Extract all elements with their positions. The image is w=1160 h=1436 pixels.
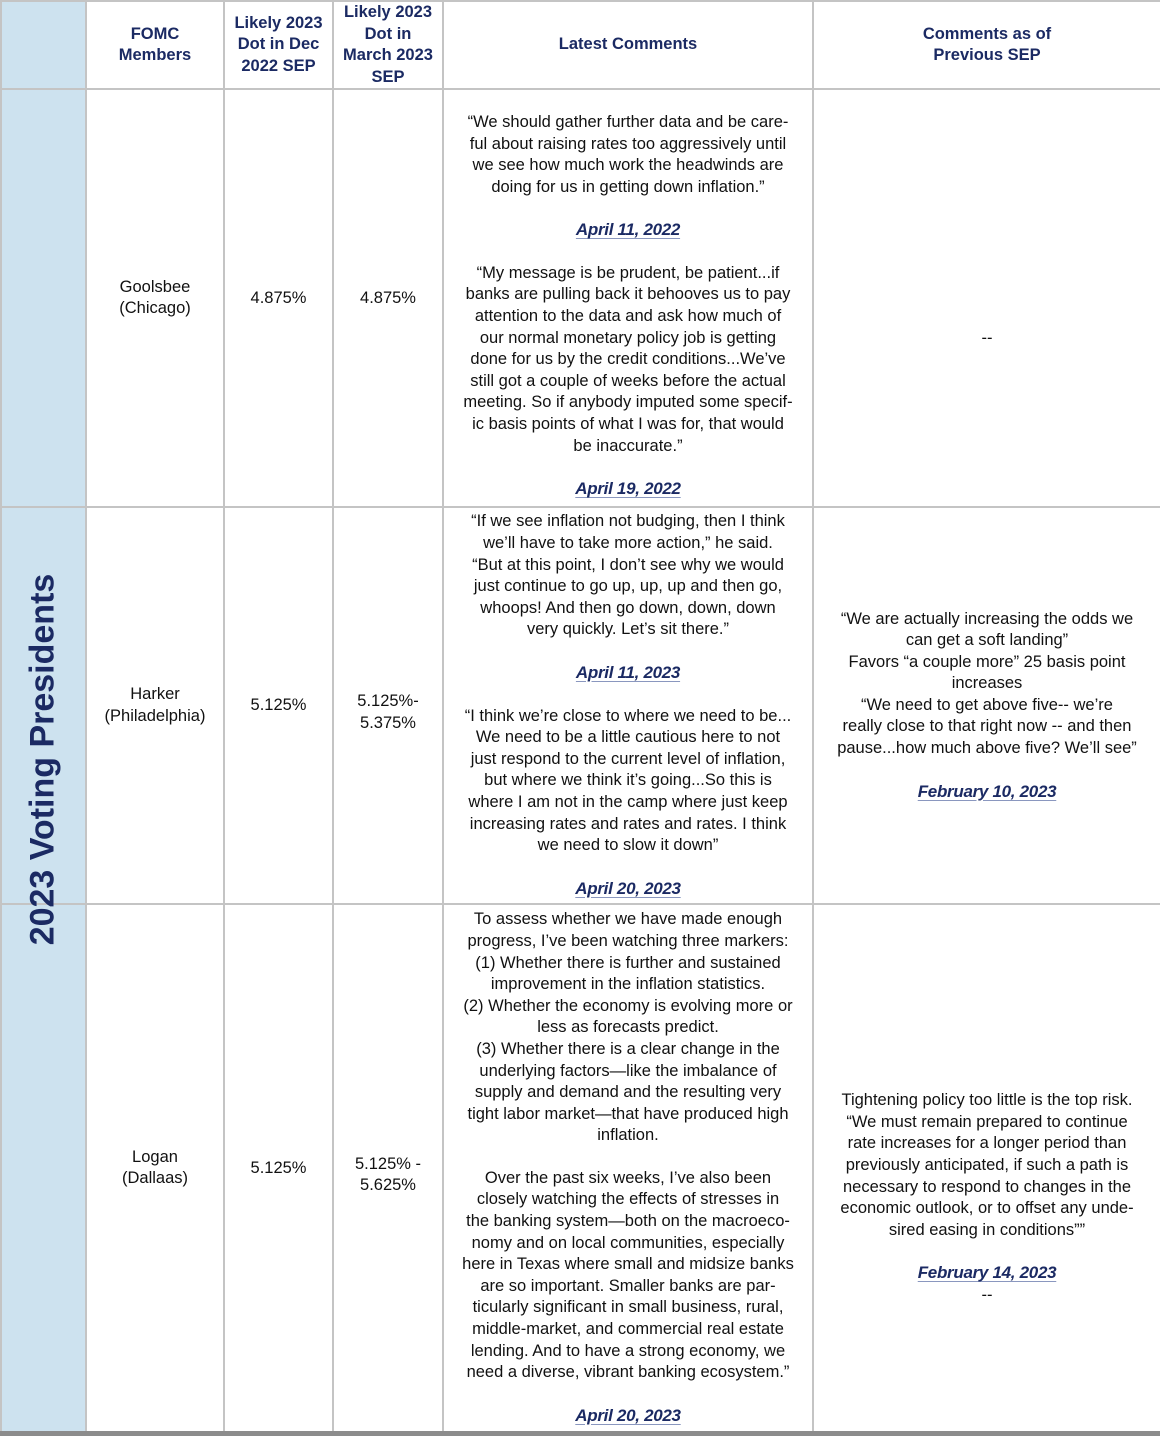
previous-comment-trailing: -- bbox=[981, 1285, 993, 1304]
comment-text: “I think we’re close to where we need to be... We need to be a little cautious here to not just respond to the current level of inflation, but where we think it’s going...So this is where I am not in the camp where just keep increasing rates and rates and rates. I think we need to slow it down” bbox=[464, 706, 792, 855]
table-row bbox=[1, 89, 1160, 507]
header-row bbox=[1, 1, 1160, 89]
previous-comment-date-link[interactable]: February 10, 2023 bbox=[917, 781, 1057, 801]
header-previous-comments: Comments as of Previous SEP bbox=[813, 1, 1160, 89]
latest-comments bbox=[443, 507, 813, 904]
table-row bbox=[1, 507, 1160, 904]
comment-text: “We should gather further data and be care- ful about raising rates too aggressively until we see how much work the headwinds are doing for us in getting down inflation.” bbox=[467, 112, 789, 196]
header-members: FOMC Members bbox=[86, 1, 224, 89]
comment-date-link[interactable]: April 11, 2023 bbox=[575, 662, 681, 682]
previous-comment-text: Tightening policy too little is the top risk. “We must remain prepared to continue rate increases for a longer period than previously anticipated, if such a path is necessary to respond to changes in the economic outlook, or to offset any unde- sired easing in conditions”” bbox=[840, 1091, 1134, 1239]
comment-text: “If we see inflation not budging, then I think we’ll have to take more action,” he said. “But at this point, I don’t see why we would just continue to go up, up, up and then go, whoops! And then go down, down, down very quickly. Let’s sit there.” bbox=[471, 512, 785, 639]
dec-dot: 5.125% bbox=[224, 904, 333, 1432]
member-name: Logan (Dallaas) bbox=[86, 904, 224, 1432]
mar-dot: 4.875% bbox=[333, 89, 443, 507]
latest-comments bbox=[443, 904, 813, 1432]
sidebar-header-cell bbox=[1, 1, 86, 89]
member-name: Goolsbee (Chicago) bbox=[86, 89, 224, 507]
bottom-divider bbox=[0, 1431, 1160, 1436]
comment-text: “My message is be prudent, be patient...if banks are pulling back it behooves us to pay attention to the data and ask how much of our normal monetary policy job is getting done for us by the credit conditions...We’ve still got a couple of weeks before the actual meeting. So if anybody imputed some specif- ic basis points of what I was for, that would be inaccurate.” bbox=[463, 263, 793, 455]
comment-text: Over the past six weeks, I’ve also been closely watching the effects of stresses in the banking system—both on the macroeco- nomy and on local communities, especially here in Texas where small and midsize banks are so important. Smaller banks are par- ticularly significant in small business, rural, middle-market, and commercial real estate lending. And to have a strong economy, we need a diverse, vibrant banking ecosystem.” bbox=[462, 1168, 794, 1382]
member-name: Harker (Philadelphia) bbox=[86, 507, 224, 904]
previous-comments bbox=[813, 904, 1160, 1432]
latest-comments bbox=[443, 89, 813, 507]
header-mar-dot: Likely 2023 Dot in March 2023 SEP bbox=[333, 1, 443, 89]
header-dec-dot: Likely 2023 Dot in Dec 2022 SEP bbox=[224, 1, 333, 89]
sidebar-label-container bbox=[0, 88, 85, 1431]
comment-date-link[interactable]: April 20, 2023 bbox=[575, 878, 681, 898]
mar-dot: 5.125% - 5.625% bbox=[333, 904, 443, 1432]
previous-comment-text: “We are actually increasing the odds we can get a soft landing” Favors “a couple more” 25 basis point increases “We need to get above five-- we’re really close to that right now -- and then pause...how much above five? We’ll see” bbox=[837, 609, 1137, 758]
comment-date-link[interactable]: April 19, 2022 bbox=[575, 479, 681, 499]
previous-comments bbox=[813, 507, 1160, 904]
previous-comments: -- bbox=[813, 89, 1160, 507]
dec-dot: 5.125% bbox=[224, 507, 333, 904]
mar-dot: 5.125%- 5.375% bbox=[333, 507, 443, 904]
sidebar-label: 2023 Voting Presidents bbox=[23, 573, 62, 946]
header-latest-comments: Latest Comments bbox=[443, 1, 813, 89]
comment-text: To assess whether we have made enough progress, I’ve been watching three markers: (1) Whether there is further and sustained improvement in the inflation statistics. (2) Whether the economy is evolving more or less as forecasts predict. (3) Whether there is a clear change in the underlying factors—like the imbalance of supply and demand and the resulting very tight labor market—that have produced high inflation. bbox=[463, 910, 793, 1145]
previous-comment-date-link[interactable]: February 14, 2023 bbox=[917, 1263, 1057, 1283]
comment-date-link[interactable]: April 11, 2022 bbox=[575, 220, 681, 240]
comment-date-link[interactable]: April 20, 2023 bbox=[575, 1405, 681, 1425]
table-row bbox=[1, 904, 1160, 1432]
dec-dot: 4.875% bbox=[224, 89, 333, 507]
